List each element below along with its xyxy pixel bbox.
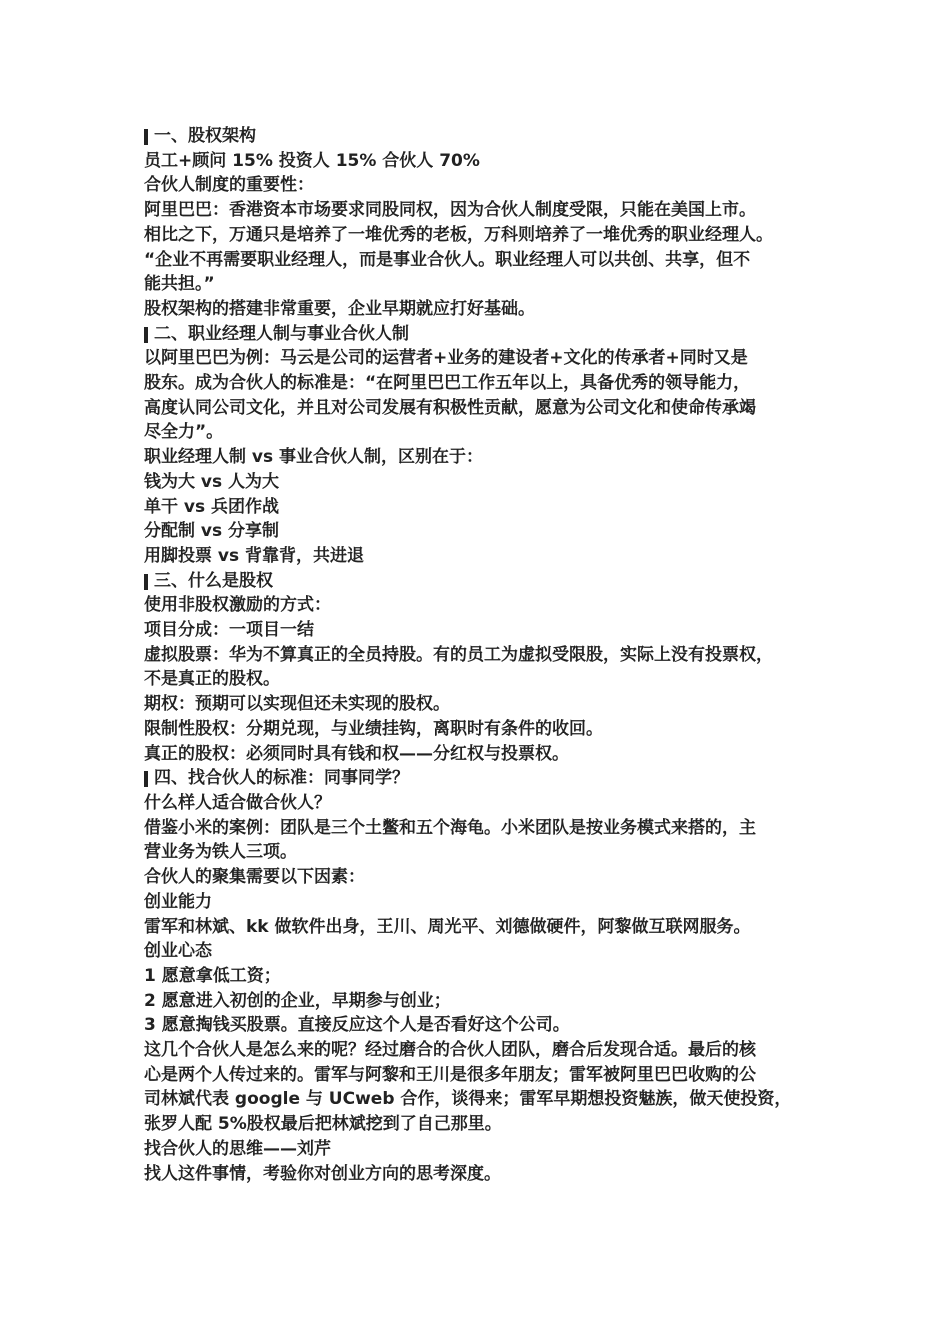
text-line: [144, 989, 824, 1014]
document-body: [144, 124, 824, 1186]
text-line: [144, 173, 824, 198]
text-line: [144, 939, 824, 964]
line-text: 用脚投票 vs 背靠背，共进退: [144, 545, 365, 566]
text-line: [144, 890, 824, 915]
line-text: 高度认同公司文化，并且对公司发展有积极性贡献，愿意为公司文化和使命传承竭: [144, 397, 756, 418]
line-text: 不是真正的股权。: [144, 669, 280, 690]
text-line: [144, 742, 824, 767]
text-line: [144, 396, 824, 421]
line-text: 张罗人配 5%股权最后把林斌挖到了自己那里。: [144, 1114, 502, 1135]
text-line: [144, 593, 824, 618]
text-line: [144, 1087, 824, 1112]
line-text: 找人这件事情，考验你对创业方向的思考深度。: [144, 1163, 501, 1184]
line-text: 合伙人制度的重要性：: [144, 175, 314, 196]
line-text: 借鉴小米的案例：团队是三个土鳖和五个海龟。小米团队是按业务模式来搭的，主: [144, 817, 756, 838]
heading-bar-icon: [144, 129, 148, 145]
line-text: 单干 vs 兵团作战: [144, 496, 280, 517]
section-heading: [144, 766, 824, 791]
line-text: 3 愿意掏钱买股票。直接反应这个人是否看好这个公司。: [144, 1015, 570, 1036]
text-line: [144, 272, 824, 297]
line-text: 司林斌代表 google 与 UCweb 合作，谈得来；雷军早期想投资魅族，做天使投资，: [144, 1089, 792, 1110]
line-text: 创业能力: [144, 891, 212, 912]
line-text: 什么样人适合做合伙人？: [144, 792, 331, 813]
line-text: 钱为大 vs 人为大: [144, 471, 280, 492]
line-text: 营业务为铁人三项。: [144, 842, 297, 863]
line-text: 股东。成为合伙人的标准是：“在阿里巴巴工作五年以上，具备优秀的领导能力，: [144, 373, 751, 394]
text-line: [144, 519, 824, 544]
text-line: [144, 1162, 824, 1187]
line-text: 虚拟股票：华为不算真正的全员持股。有的员工为虚拟受限股，实际上没有投票权，: [144, 644, 773, 665]
heading-bar-icon: [144, 574, 148, 590]
line-text: 一、股权架构: [154, 126, 256, 146]
line-text: 职业经理人制 vs 事业合伙人制，区别在于：: [144, 447, 484, 468]
line-text: 1 愿意拿低工资；: [144, 965, 281, 986]
text-line: [144, 346, 824, 371]
text-line: [144, 1038, 824, 1063]
line-text: “企业不再需要职业经理人，而是事业合伙人。职业经理人可以共创、共享，但不: [144, 249, 751, 270]
text-line: [144, 816, 824, 841]
line-text: 二、职业经理人制与事业合伙人制: [154, 323, 409, 344]
section-heading: [144, 569, 824, 594]
text-line: [144, 840, 824, 865]
line-text: 项目分成：一项目一结: [144, 620, 314, 641]
text-line: [144, 1063, 824, 1088]
line-text: 以阿里巴巴为例：马云是公司的运营者+业务的建设者+文化的传承者+同时又是: [144, 348, 748, 369]
line-text: 雷军和林斌、kk 做软件出身，王川、周光平、刘德做硬件，阿黎做互联网服务。: [144, 916, 751, 937]
line-text: 合伙人的聚集需要以下因素：: [144, 867, 365, 888]
text-line: [144, 1112, 824, 1137]
line-text: 心是两个人传过来的。雷军与阿黎和王川是很多年朋友；雷军被阿里巴巴收购的公: [144, 1064, 756, 1085]
section-heading: [144, 124, 824, 149]
text-line: [144, 445, 824, 470]
text-line: [144, 865, 824, 890]
heading-bar-icon: [144, 327, 148, 343]
text-line: [144, 643, 824, 668]
line-text: 相比之下，万通只是培养了一堆优秀的老板，万科则培养了一堆优秀的职业经理人。: [144, 224, 773, 245]
text-line: [144, 495, 824, 520]
line-text: 限制性股权：分期兑现，与业绩挂钩，离职时有条件的收回。: [144, 718, 603, 739]
text-line: [144, 223, 824, 248]
heading-bar-icon: [144, 771, 148, 787]
line-text: 分配制 vs 分享制: [144, 521, 280, 542]
text-line: [144, 618, 824, 643]
line-text: 能共担。”: [144, 274, 215, 295]
text-line: [144, 149, 824, 174]
text-line: [144, 371, 824, 396]
line-text: 员工+顾问 15% 投资人 15% 合伙人 70%: [144, 150, 480, 171]
line-text: 创业心态: [144, 941, 212, 962]
line-text: 这几个合伙人是怎么来的呢？经过磨合的合伙人团队，磨合后发现合适。最后的核: [144, 1040, 756, 1061]
text-line: [144, 791, 824, 816]
text-line: [144, 1137, 824, 1162]
line-text: 真正的股权：必须同时具有钱和权——分红权与投票权。: [144, 743, 569, 764]
line-text: 期权：预期可以实现但还未实现的股权。: [144, 694, 450, 715]
text-line: [144, 964, 824, 989]
text-line: [144, 198, 824, 223]
section-heading: [144, 322, 824, 347]
line-text: 找合伙人的思维——刘芹: [144, 1138, 331, 1159]
text-line: [144, 544, 824, 569]
text-line: [144, 915, 824, 940]
text-line: [144, 248, 824, 273]
text-line: [144, 692, 824, 717]
line-text: 使用非股权激励的方式：: [144, 595, 331, 616]
line-text: 股权架构的搭建非常重要，企业早期就应打好基础。: [144, 298, 535, 319]
line-text: 四、找合伙人的标准：同事同学？: [154, 768, 409, 789]
text-line: [144, 1013, 824, 1038]
text-line: [144, 420, 824, 445]
line-text: 阿里巴巴：香港资本市场要求同股同权，因为合伙人制度受限，只能在美国上市。: [144, 200, 756, 221]
line-text: 三、什么是股权: [154, 570, 273, 591]
text-line: [144, 470, 824, 495]
text-line: [144, 297, 824, 322]
text-line: [144, 717, 824, 742]
text-line: [144, 667, 824, 692]
line-text: 尽全力”。: [144, 422, 224, 443]
line-text: 2 愿意进入初创的企业，早期参与创业；: [144, 990, 451, 1011]
